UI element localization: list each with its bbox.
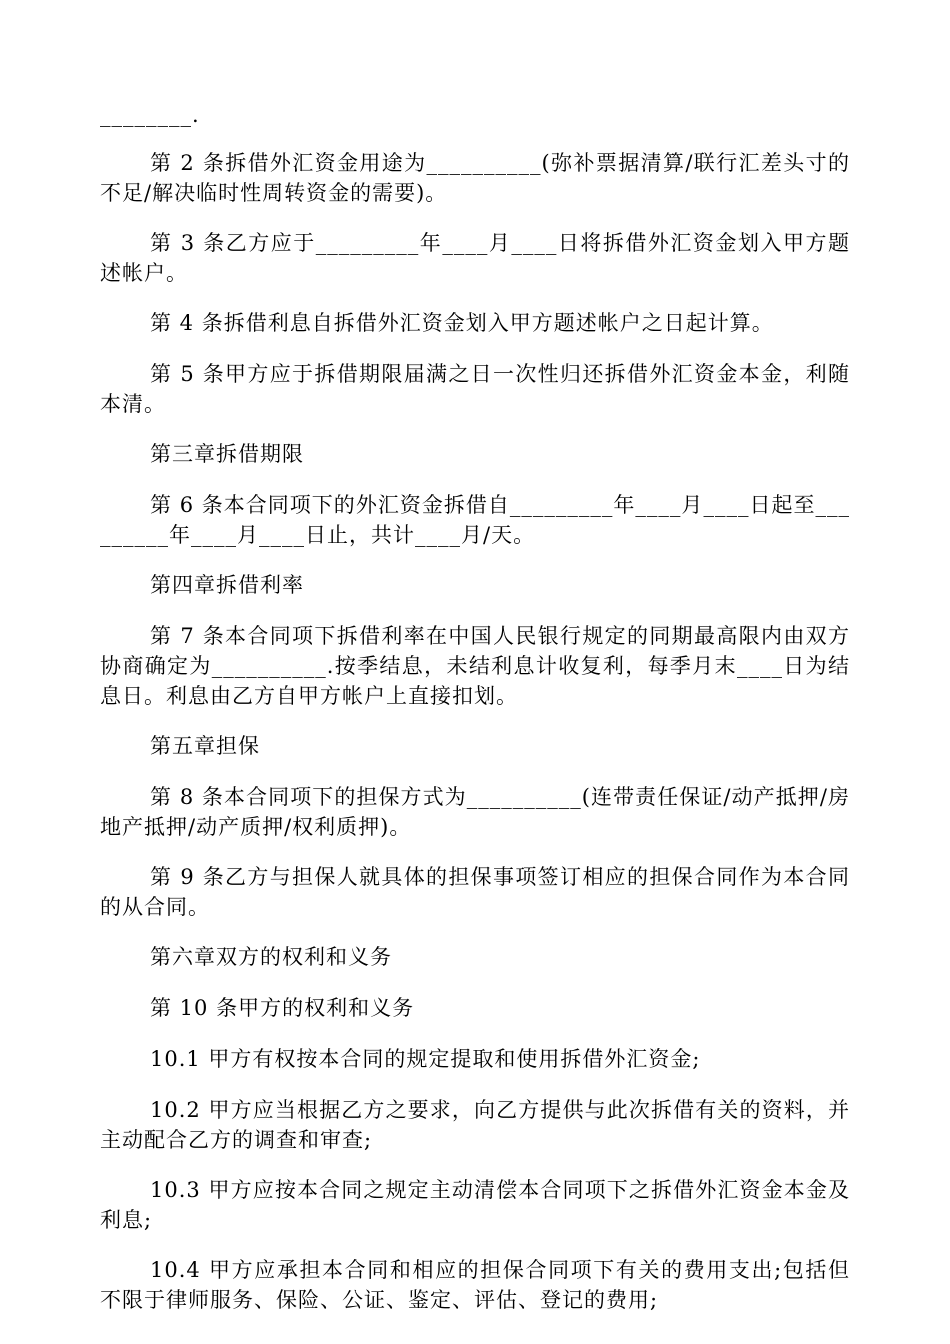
chapter-6-heading: 第六章双方的权利和义务 [150, 945, 392, 969]
clause-10-4: 10.4 甲方应承担本合同和相应的担保合同项下有关的费用支出;包括但不限于律师服务、保险、公证、鉴定、评估、登记的费用; [100, 1258, 850, 1312]
clause-10-1: 10.1 甲方有权按本合同的规定提取和使用拆借外汇资金; [150, 1047, 701, 1071]
article-9: 第 9 条乙方与担保人就具体的担保事项签订相应的担保合同作为本合同的从合同。 [100, 865, 850, 919]
top-fragment: ________. [100, 103, 200, 127]
article-8: 第 8 条本合同项下的担保方式为__________(连带责任保证/动产抵押/房地产抵押/动产质押/权利质押)。 [100, 785, 850, 839]
chapter-5-heading: 第五章担保 [150, 734, 260, 758]
article-6: 第 6 条本合同项下的外汇资金拆借自_________年____月____日起至_________年____月____日止，共计____月/天。 [100, 493, 850, 547]
chapter-4-heading: 第四章拆借利率 [150, 573, 304, 597]
article-4: 第 4 条拆借利息自拆借外汇资金划入甲方题述帐户之日起计算。 [150, 311, 774, 335]
article-7: 第 7 条本合同项下拆借利率在中国人民银行规定的同期最高限内由双方协商确定为__________.按季结息，未结利息计收复利，每季月末____日为结息日。利息由乙方自甲方帐户上直接扣划。 [100, 624, 850, 708]
clause-10-2: 10.2 甲方应当根据乙方之要求，向乙方提供与此次拆借有关的资料，并主动配合乙方的调查和审查; [100, 1098, 850, 1152]
article-3: 第 3 条乙方应于_________年____月____日将拆借外汇资金划入甲方题述帐户。 [100, 231, 850, 285]
article-10: 第 10 条甲方的权利和义务 [150, 996, 415, 1020]
article-5: 第 5 条甲方应于拆借期限届满之日一次性归还拆借外汇资金本金，利随本清。 [100, 362, 850, 416]
chapter-3-heading: 第三章拆借期限 [150, 442, 304, 466]
clause-10-3: 10.3 甲方应按本合同之规定主动清偿本合同项下之拆借外汇资金本金及利息; [100, 1178, 850, 1232]
article-2: 第 2 条拆借外汇资金用途为__________(弥补票据清算/联行汇差头寸的不足/解决临时性周转资金的需要)。 [100, 151, 850, 205]
